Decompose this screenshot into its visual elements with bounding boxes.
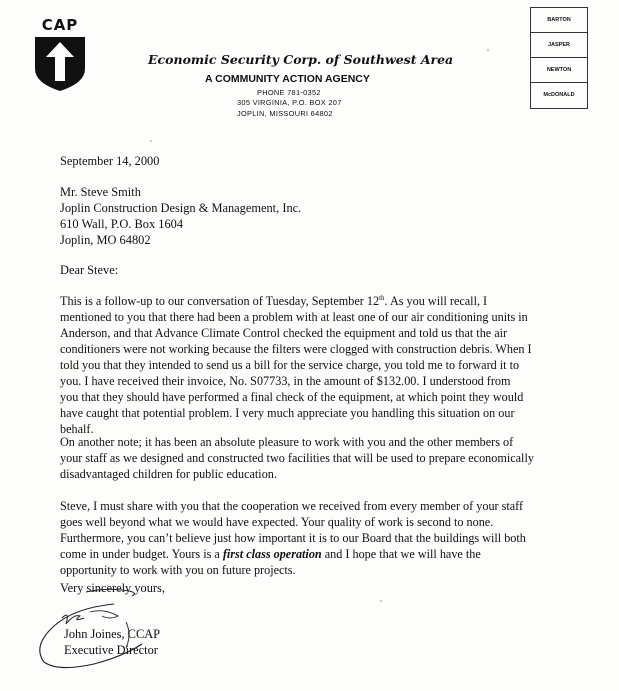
scan-speck	[487, 49, 489, 51]
logo-text: CAP	[41, 16, 79, 34]
superscript-th: th	[379, 294, 385, 302]
paragraph-line: mentioned to you that there had been a problem with at least one of our air conditioning units in	[60, 310, 528, 325]
paragraph-3	[60, 498, 580, 578]
street-address: 305 VIRGINIA, P.O. BOX 207	[237, 98, 342, 107]
letter-date: September 14, 2000	[60, 154, 160, 168]
city-address: JOPLIN, MISSOURI 64802	[237, 109, 333, 118]
paragraph-line: conditioners were not working because the filters were clogged with construction debris. When I	[60, 342, 532, 357]
recipient-street: 610 Wall, P.O. Box 1604	[60, 217, 184, 231]
paragraph-line: Furthermore, you can’t believe just how important it is to our Board that the buildings will both	[60, 531, 526, 545]
paragraph-2	[60, 434, 580, 482]
salutation: Dear Steve:	[60, 263, 119, 277]
signer-name: John Joines, CCAP	[64, 627, 161, 641]
paragraph-1	[60, 290, 580, 437]
org-name: Economic Security Corp. of Southwest Area	[148, 52, 454, 67]
paragraph-line: come in under budget. Yours is a first class operation and I hope that we will have the	[60, 547, 481, 561]
scan-speck	[150, 140, 152, 142]
paragraph-line: On another note; it has been an absolute pleasure to work with you and the other members of	[60, 435, 514, 449]
paragraph-line: you. I have received their invoice, No. S07733, in the amount of $132.00. I understood from	[60, 374, 511, 389]
emphasis-first-class: first class operation	[222, 547, 322, 561]
paragraph-line: you that they should have performed a final check of the equipment, at which point they would	[60, 390, 524, 405]
paragraph-line: have caught that potential problem. I very much appreciate you handling this situation on our	[60, 406, 515, 421]
paragraph-line: Anderson, and that Advance Climate Control checked the equipment and told us that the air	[60, 326, 508, 341]
paragraph-line: goes well beyond what we would have expected. Your quality of work is second to none.	[60, 515, 494, 529]
paragraph-line: disadvantaged children for public education.	[60, 467, 277, 481]
paragraph-line: told you that they intended to send us a bill for the service charge, you told me to forward it to	[60, 358, 520, 373]
recipient-city: Joplin, MO 64802	[60, 233, 151, 247]
paragraph-line: Steve, I must share with you that the cooperation we received from every member of your staff	[60, 499, 524, 513]
cap-logo	[30, 16, 90, 93]
recipient-company: Joplin Construction Design & Management, Inc.	[60, 201, 302, 215]
county-jasper: JASPER	[531, 33, 587, 58]
arrow-up-shield-icon	[33, 35, 87, 93]
scan-speck	[380, 600, 382, 602]
phone: PHONE 781-0352	[257, 88, 321, 97]
county-newton: NEWTON	[531, 58, 587, 83]
signer-title: Executive Director	[64, 643, 158, 657]
paragraph-line: opportunity to work with you on future projects.	[60, 563, 296, 577]
recipient-name: Mr. Steve Smith	[60, 185, 141, 199]
county-barton: BARTON	[531, 8, 587, 33]
closing: Very sincerely yours,	[60, 581, 165, 595]
paragraph-line: behalf.	[60, 422, 94, 437]
paragraph-line: This is a follow-up to our conversation of Tuesday, September 12th. As you will recall, I	[60, 294, 488, 309]
paragraph-line: your staff as we designed and constructed two facilities that will be used to prepare economically	[60, 451, 534, 465]
agency-tagline: A COMMUNITY ACTION AGENCY	[205, 73, 370, 85]
county-mcdonald: McDONALD	[543, 92, 575, 98]
county-list	[530, 7, 588, 109]
